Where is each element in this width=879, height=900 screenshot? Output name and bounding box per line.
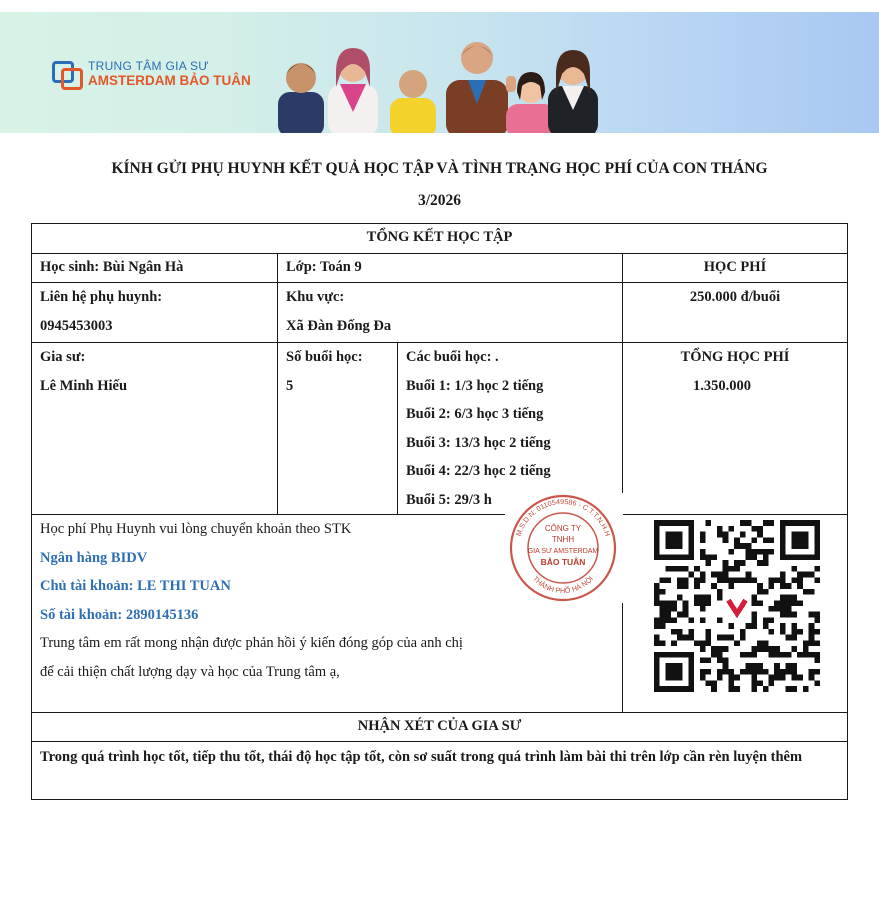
sessions-count-cell: [278, 343, 398, 515]
qr-logo-icon: [724, 593, 750, 619]
area-cell: [278, 283, 623, 343]
page-title-line-2: 3/2026: [417, 192, 462, 209]
logo-line-1: TRUNG TÂM GIA SƯ: [88, 59, 209, 73]
feedback-request-line-2: để cải thiện chất lượng dạy và học của Trung tâm ạ,: [40, 663, 340, 680]
session-item: Buổi 5: 29/3 h: [406, 491, 492, 508]
stamp-ring-top: M.S.D.N: 0110549586 - C.T.T.N.H.H: [513, 496, 613, 538]
area-value: Xã Đàn Đống Đa: [286, 317, 392, 334]
account-holder: Chủ tài khoản: LE THI TUAN: [40, 578, 231, 594]
stamp-center-1: CÔNG TY: [544, 524, 582, 533]
results-table: [31, 223, 848, 800]
banner-people-illustration: [270, 12, 610, 133]
tutor-feedback-header: NHẬN XÉT CỦA GIA SƯ: [32, 713, 848, 742]
stamp-center-3: GIA SƯ AMSTERDAM: [527, 548, 599, 555]
company-stamp: [505, 493, 623, 603]
bank-name: Ngân hàng BIDV: [40, 549, 148, 566]
tutor-name: Lê Minh Hiếu: [40, 377, 128, 394]
payment-qr-code[interactable]: [654, 520, 820, 692]
feedback-request-line-1: Trung tâm em rất mong nhận được phản hồi ý kiến đóng góp của anh chị: [40, 635, 463, 651]
student-name: Học sinh: Bùi Ngân Hà: [32, 254, 278, 283]
person-kid-icon: [390, 70, 436, 133]
sessions-label: Số buổi học:: [286, 349, 363, 365]
person-woman-icon: [328, 48, 378, 133]
parent-phone: 0945453003: [40, 317, 113, 334]
summary-header: TỔNG KẾT HỌC TẬP: [32, 224, 848, 254]
person-man-icon: [446, 42, 516, 133]
tutor-feedback-text: Trong quá trình học tốt, tiếp thu tốt, thái độ học tập tốt, còn sơ suất trong quá trình làm bài thi trên lớp cần rèn luyện thêm: [32, 742, 848, 800]
class-name: Lớp: Toán 9: [278, 254, 623, 283]
header-banner: [0, 12, 879, 133]
sessions-list-label: Các buổi học: .: [406, 349, 499, 365]
fee-header: HỌC PHÍ: [623, 254, 848, 283]
person-boy-icon: [278, 63, 324, 133]
session-item: Buổi 4: 22/3 học 2 tiếng: [406, 463, 551, 479]
parent-contact-cell: [32, 283, 278, 343]
stamp-center-4: BẢO TUÂN: [540, 557, 586, 567]
total-fee-value: 1.350.000: [693, 377, 751, 394]
tutor-cell: [32, 343, 278, 515]
area-label: Khu vực:: [286, 289, 345, 305]
sessions-count: 5: [286, 377, 294, 394]
page-title-line-1: KÍNH GỬI PHỤ HUYNH KẾT QUẢ HỌC TẬP VÀ TÌNH TRẠNG HỌC PHÍ CỦA CON THÁNG: [111, 160, 768, 177]
parent-contact-label: Liên hệ phụ huynh:: [40, 289, 163, 305]
session-item: Buổi 3: 13/3 học 2 tiếng: [406, 434, 551, 451]
payment-intro: Học phí Phụ Huynh vui lòng chuyển khoản theo STK: [40, 521, 352, 537]
person-woman-2-icon: [548, 50, 598, 133]
fee-value: 250.000 đ/buổi: [623, 283, 848, 343]
logo-mark-icon: [52, 61, 82, 87]
sessions-list-cell: [398, 343, 623, 515]
stamp-ring-bottom: THÀNH PHỐ HÀ NỘI: [531, 574, 595, 596]
session-item: Buổi 1: 1/3 học 2 tiếng: [406, 377, 544, 394]
account-number: Số tài khoản: 2890145136: [40, 606, 199, 623]
total-fee-label: TỔNG HỌC PHÍ: [680, 349, 790, 365]
tutor-label: Gia sư:: [40, 349, 86, 365]
session-item: Buổi 2: 6/3 học 3 tiếng: [406, 406, 544, 422]
center-logo: [52, 59, 251, 89]
stamp-center-2: TNHH: [551, 535, 575, 544]
total-fee-cell: [623, 343, 848, 515]
logo-line-2: AMSTERDAM BẢO TUÂN: [88, 73, 251, 88]
